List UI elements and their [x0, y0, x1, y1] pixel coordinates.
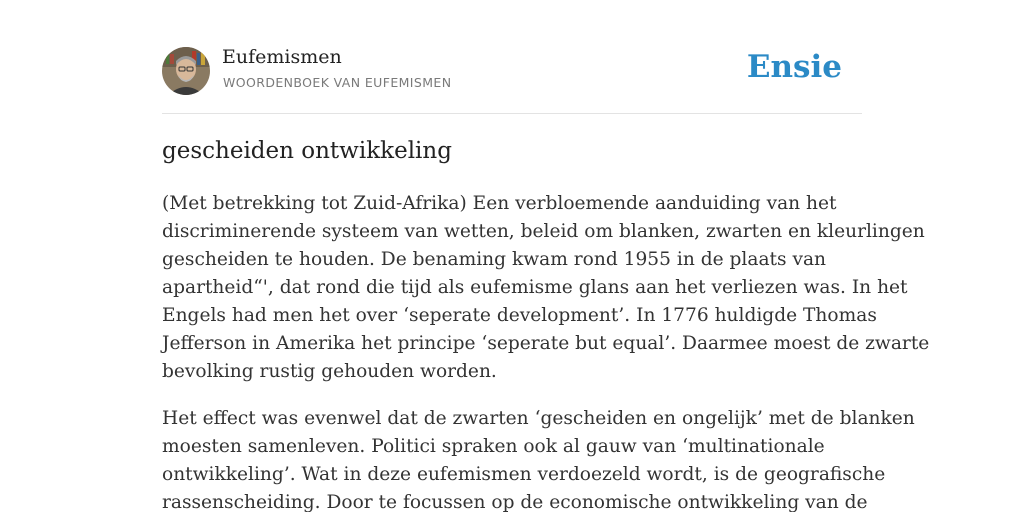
text-line: Engels had men het over ‘seperate development’. In 1776 huldigde Thomas	[162, 305, 877, 326]
text-line: gescheiden te houden. De benaming kwam rond 1955 in de plaats van	[162, 249, 827, 270]
entry-title: gescheiden ontwikkeling	[162, 138, 452, 164]
text-line: Jefferson in Amerika het principe ‘seperate but equal’. Daarmee moest de zwarte	[162, 333, 930, 354]
entry-body	[162, 190, 930, 512]
text-line: bevolking rustig gehouden worden.	[162, 361, 497, 382]
header	[162, 46, 862, 96]
site-subtitle: WOORDENBOEK VAN EUFEMISMEN	[223, 75, 452, 90]
text-line: (Met betrekking tot Zuid-Afrika) Een verbloemende aanduiding van het	[162, 193, 837, 214]
text-line: Het effect was evenwel dat de zwarten ‘gescheiden en ongelijk’ met de blanken	[162, 408, 915, 429]
text-line: ontwikkeling’. Wat in deze eufemismen verdoezeld wordt, is de geografische	[162, 464, 886, 485]
avatar-image	[162, 47, 210, 95]
text-line: moesten samenleven. Politici spraken ook al gauw van ‘multinationale	[162, 436, 825, 457]
text-line: rassenscheiding. Door te focussen op de economische ontwikkeling van de	[162, 492, 868, 512]
header-divider	[162, 113, 862, 114]
paragraph-2	[162, 405, 915, 512]
site-name[interactable]: Eufemismen	[222, 46, 342, 68]
text-line: apartheid“', dat rond die tijd als eufemisme glans aan het verliezen was. In het	[162, 277, 908, 298]
paragraph-1	[162, 190, 930, 386]
author-portrait-icon[interactable]	[162, 47, 210, 95]
ensie-logo[interactable]: Ensie	[746, 49, 842, 85]
text-line: discriminerende systeem van wetten, beleid om blanken, zwarten en kleurlingen	[162, 221, 925, 242]
